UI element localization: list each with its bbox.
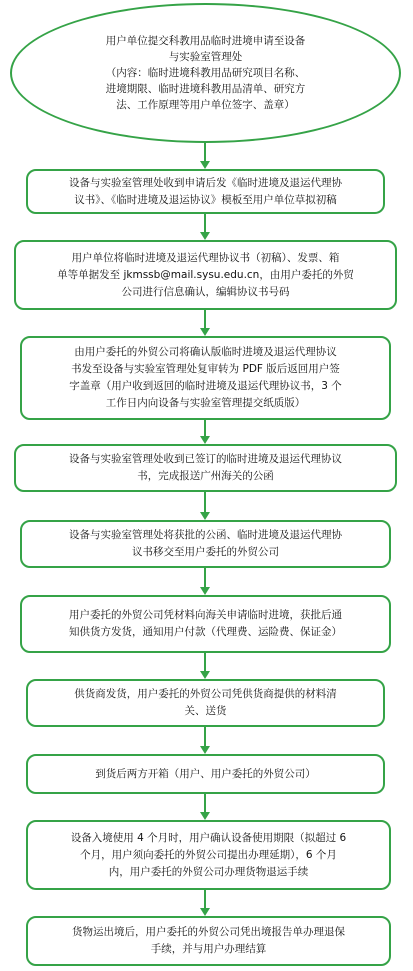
arrow-5-6 xyxy=(200,492,210,520)
arrow-6-7 xyxy=(200,568,210,595)
arrow-8-9 xyxy=(200,727,210,754)
step-10-usage-period-box: 设备入境使用 4 个月时，用户确认设备使用期限（拟超过 6 个月，用户须向委托的外贸公司提出办理延期），6 个月 内，用户委托的外贸公司办理货物退运手续 xyxy=(26,820,391,890)
step-4-pdf-review-box: 由用户委托的外贸公司将确认版临时进境及退运代理协议 书发至设备与实验室管理处复审转为 PDF 版后返回用户签 字盖章（用户收到返回的临时进境及退运代理协议书，3 个 工作日内向设备与实验室管理提交纸质版） xyxy=(20,336,391,420)
arrow-4-5 xyxy=(200,420,210,444)
arrow-2-3 xyxy=(200,214,210,240)
step-9-unboxing-box: 到货后两方开箱（用户、用户委托的外贸公司） xyxy=(26,754,385,794)
step-11-settlement-box: 货物运出境后，用户委托的外贸公司凭出境报告单办理退保 手续，并与用户办理结算 xyxy=(26,916,391,966)
arrow-9-10 xyxy=(200,794,210,820)
step-3-draft-box: 用户单位将临时进境及退运代理协议书（初稿）、发票、箱 单等单据发至 jkmssb@mail.sysu.edu.cn，由用户委托的外贸 公司进行信息确认，编辑协议书号码 xyxy=(14,240,397,310)
arrow-1-2 xyxy=(200,143,210,169)
step-5-customs-letter-box: 设备与实验室管理处收到已签订的临时进境及退运代理协议 书，完成报送广州海关的公函 xyxy=(14,444,397,492)
step-8-clearance-box: 供货商发货，用户委托的外贸公司凭供货商提供的材料清 关、送货 xyxy=(26,679,385,727)
step-6-handover-box: 设备与实验室管理处将获批的公函、临时进境及退运代理协 议书移交至用户委托的外贸公司 xyxy=(20,520,391,568)
arrow-3-4 xyxy=(200,310,210,336)
step-2-template-box: 设备与实验室管理处收到申请后发《临时进境及退运代理协 议书》、《临时进境及退运协议》模板至用户单位草拟初稿 xyxy=(26,169,385,214)
step-7-import-apply-box: 用户委托的外贸公司凭材料向海关申请临时进境，获批后通 知供货方发货，通知用户付款（代理费、运险费、保证金） xyxy=(20,595,391,653)
arrow-7-8 xyxy=(200,653,210,679)
step-1-application-ellipse: 用户单位提交科教用品临时进境申请至设备 与实验室管理处 （内容：临时进境科教用品研究项目名称、 进境期限、临时进境科教用品清单、研究方 法、工作原理等用户单位签字、盖章） xyxy=(10,3,401,143)
arrow-10-11 xyxy=(200,890,210,916)
